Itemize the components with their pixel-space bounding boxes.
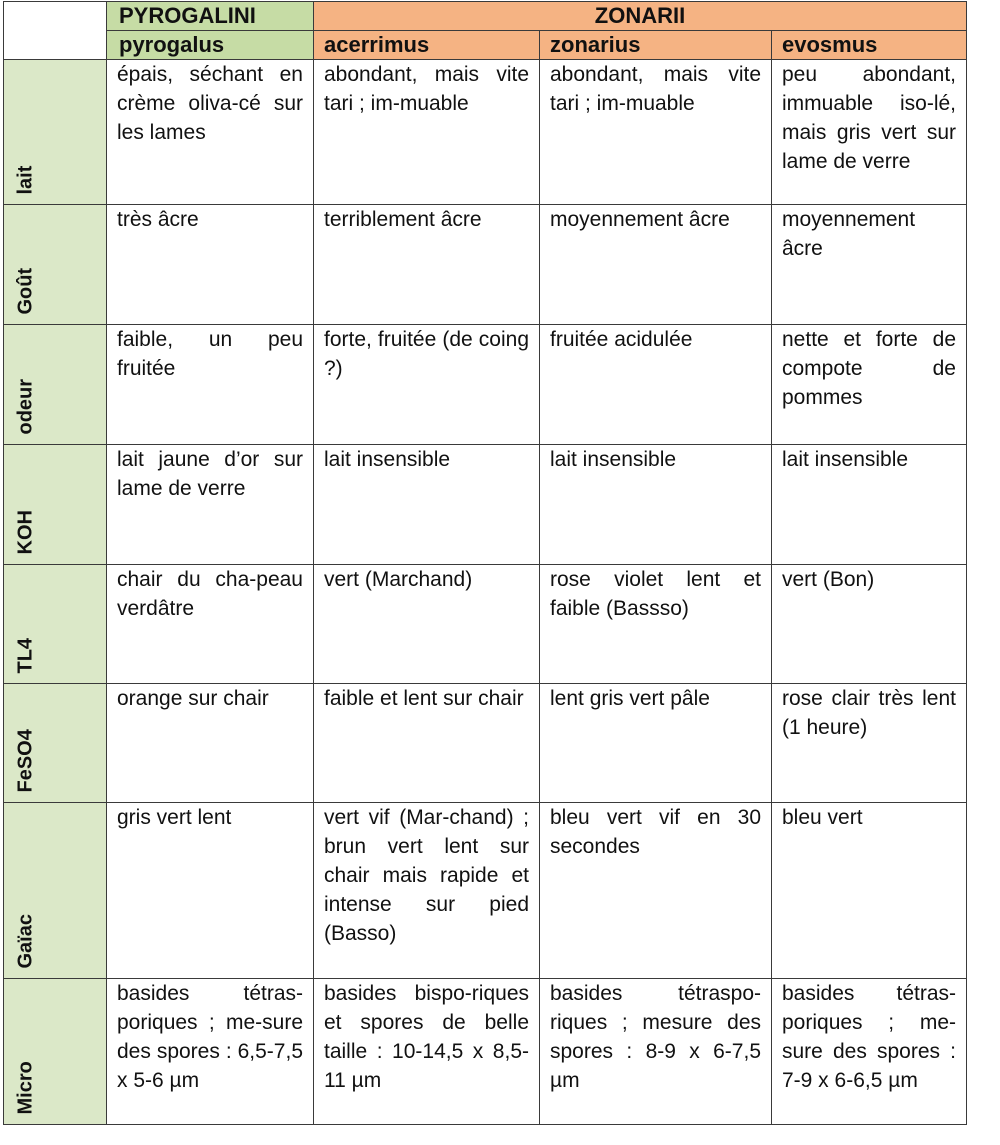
row-label: FeSO4 bbox=[14, 729, 37, 793]
group-header-row bbox=[4, 2, 967, 31]
table-row-odeur bbox=[4, 325, 967, 445]
table-cell: chair du cha-peau verdâtre bbox=[107, 565, 314, 684]
table-cell: rose violet lent et faible (Bassso) bbox=[540, 565, 772, 684]
table-row-micro bbox=[4, 979, 967, 1125]
table-cell: rose clair très lent (1 heure) bbox=[772, 684, 967, 803]
table-cell: peu abondant, immuable iso-lé, mais gris vert sur lame de verre bbox=[772, 60, 967, 205]
table-cell: abondant, mais vite tari ; im-muable bbox=[314, 60, 540, 205]
table-row-gaiac bbox=[4, 803, 967, 979]
row-label: Micro bbox=[14, 1061, 37, 1115]
table-cell: basides tétraspo-riques ; mesure des spores : 8-9 x 6-7,5 µm bbox=[540, 979, 772, 1125]
row-label: Gaïac bbox=[14, 914, 37, 969]
table-cell: gris vert lent bbox=[107, 803, 314, 979]
species-header-row bbox=[4, 31, 967, 60]
table-cell: lait insensible bbox=[540, 445, 772, 565]
table-cell: lent gris vert pâle bbox=[540, 684, 772, 803]
table-cell: vert vif (Mar-chand) ; brun vert lent sur chair mais rapide et intense sur pied (Basso) bbox=[314, 803, 540, 979]
table-row-feso4 bbox=[4, 684, 967, 803]
row-label: TL4 bbox=[14, 637, 37, 674]
row-label-cell bbox=[4, 803, 107, 979]
row-label-cell bbox=[4, 205, 107, 325]
species-pyrogalus: pyrogalus bbox=[107, 31, 314, 60]
table-cell: faible, un peu fruitée bbox=[107, 325, 314, 445]
row-label: odeur bbox=[14, 378, 37, 435]
table-cell: moyennement âcre bbox=[540, 205, 772, 325]
table-cell: bleu vert vif en 30 secondes bbox=[540, 803, 772, 979]
row-label: KOH bbox=[14, 510, 37, 555]
row-label-cell bbox=[4, 60, 107, 205]
table-cell: orange sur chair bbox=[107, 684, 314, 803]
table-cell: nette et forte de compote de pommes bbox=[772, 325, 967, 445]
group-pyrogalini: PYROGALINI bbox=[107, 2, 314, 31]
table-cell: basides tétras-poriques ; me-sure des spores : 6,5-7,5 x 5-6 µm bbox=[107, 979, 314, 1125]
table-row-tl4 bbox=[4, 565, 967, 684]
row-label-cell bbox=[4, 445, 107, 565]
table-cell: faible et lent sur chair bbox=[314, 684, 540, 803]
table-cell: terriblement âcre bbox=[314, 205, 540, 325]
table-cell: bleu vert bbox=[772, 803, 967, 979]
row-label: Goût bbox=[14, 267, 37, 315]
table-cell: lait insensible bbox=[772, 445, 967, 565]
comparison-table bbox=[3, 1, 967, 1125]
table-cell: moyennement âcre bbox=[772, 205, 967, 325]
table-cell: lait insensible bbox=[314, 445, 540, 565]
table-cell: abondant, mais vite tari ; im-muable bbox=[540, 60, 772, 205]
row-label: lait bbox=[14, 165, 37, 195]
table-cell: vert (Bon) bbox=[772, 565, 967, 684]
species-acerrimus: acerrimus bbox=[314, 31, 540, 60]
table-cell: très âcre bbox=[107, 205, 314, 325]
row-label-cell bbox=[4, 565, 107, 684]
table-cell: fruitée acidulée bbox=[540, 325, 772, 445]
row-label-cell bbox=[4, 979, 107, 1125]
row-label-cell bbox=[4, 684, 107, 803]
table-row-gout bbox=[4, 205, 967, 325]
table-cell: basides bispo-riques et spores de belle taille : 10-14,5 x 8,5-11 µm bbox=[314, 979, 540, 1125]
species-zonarius: zonarius bbox=[540, 31, 772, 60]
table-row-lait bbox=[4, 60, 967, 205]
species-evosmus: evosmus bbox=[772, 31, 967, 60]
table-cell: épais, séchant en crème oliva-cé sur les lames bbox=[107, 60, 314, 205]
table-cell: vert (Marchand) bbox=[314, 565, 540, 684]
table-row-koh bbox=[4, 445, 967, 565]
table-cell: basides tétras-poriques ; me-sure des spores : 7-9 x 6-6,5 µm bbox=[772, 979, 967, 1125]
table-cell: lait jaune d’or sur lame de verre bbox=[107, 445, 314, 565]
row-label-cell bbox=[4, 325, 107, 445]
corner-cell bbox=[4, 2, 107, 60]
table-cell: forte, fruitée (de coing ?) bbox=[314, 325, 540, 445]
group-zonarii: ZONARII bbox=[314, 2, 967, 31]
